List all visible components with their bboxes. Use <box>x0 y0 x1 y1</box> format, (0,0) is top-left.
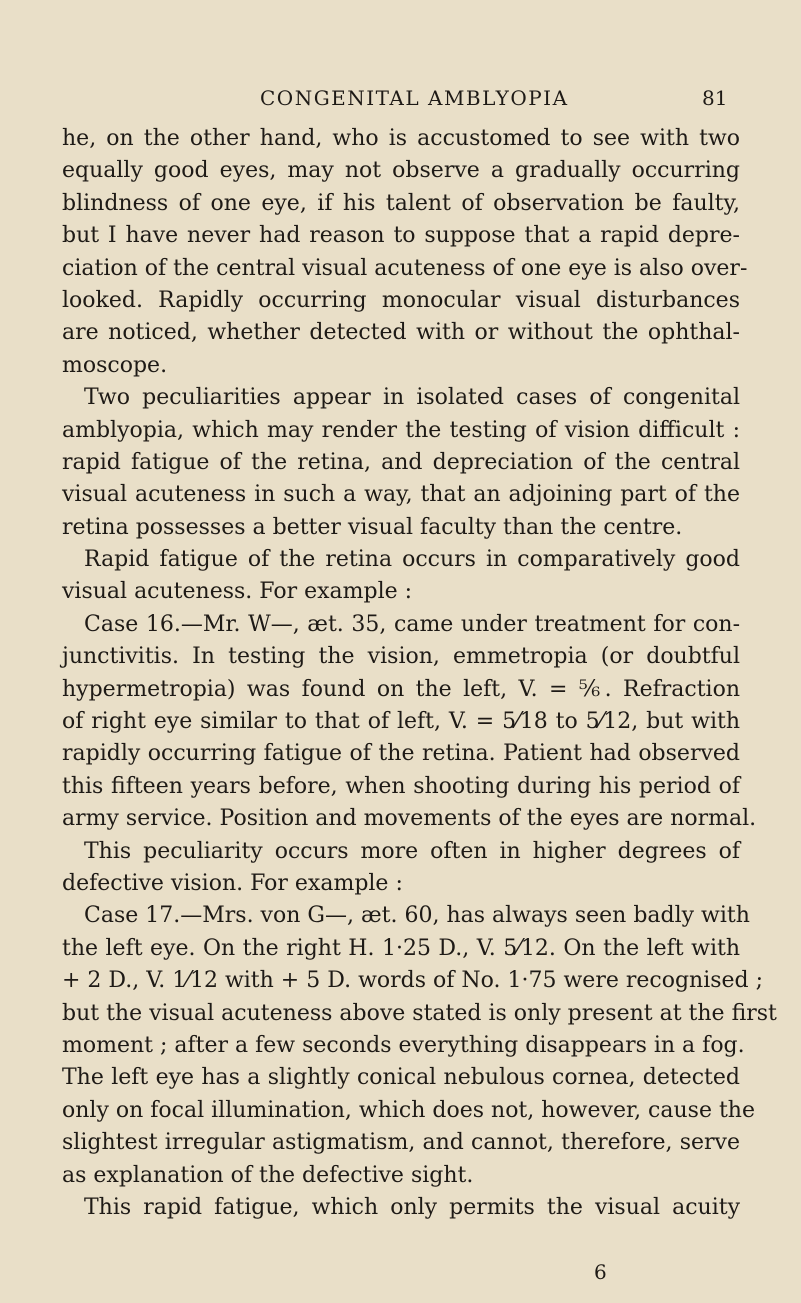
text-line: are noticed, whether detected with or without the ophthal- <box>62 320 740 346</box>
text-line: Case 16.—Mr. W—, æt. 35, came under treatment for con- <box>84 611 740 637</box>
text-line: visual acuteness. For example : <box>62 579 413 605</box>
text-line: he, on the other hand, who is accustomed to see with two <box>62 126 740 151</box>
text-line: Two peculiarities appear in isolated cases of congenital <box>84 385 740 411</box>
text-line: + 2 D., V. 1⁄12 with + 5 D. words of No. 1·75 were recognised ; <box>62 968 764 994</box>
text-line: rapidly occurring fatigue of the retina. Patient had observed <box>62 741 740 767</box>
text-line: equally good eyes, may not observe a gradually occurring <box>62 158 740 184</box>
text-line: hypermetropia) was found on the left, V. = ⅚. Refraction <box>62 676 740 702</box>
text-line: moment ; after a few seconds everything disappears in a fog. <box>62 1032 745 1058</box>
text-line: defective vision. For example : <box>62 870 403 896</box>
text-line: This rapid fatigue, which only permits the visual acuity <box>84 1194 740 1220</box>
text-line: This peculiarity occurs more often in higher degrees of <box>84 838 740 864</box>
signature-mark: 6 <box>594 1260 607 1284</box>
text-line: slightest irregular astigmatism, and cannot, therefore, serve <box>62 1130 740 1156</box>
text-line: The left eye has a slightly conical nebulous cornea, detected <box>62 1065 740 1091</box>
text-line: but the visual acuteness above stated is only present at the first <box>62 1000 777 1026</box>
text-line: blindness of one eye, if his talent of observation be faulty, <box>62 190 740 216</box>
text-line: amblyopia, which may render the testing of vision difficult : <box>62 417 740 443</box>
text-line: rapid fatigue of the retina, and depreciation of the central <box>62 449 740 475</box>
text-line: Case 17.—Mrs. von G—, æt. 60, has always seen badly with <box>84 903 750 929</box>
text-line: moscope. <box>62 352 168 378</box>
running-head <box>0 86 801 116</box>
text-line: as explanation of the defective sight. <box>62 1162 474 1188</box>
text-line: this fifteen years before, when shooting during his period of <box>62 773 740 799</box>
text-line: junctivitis. In testing the vision, emmetropia (or doubtful <box>62 644 740 670</box>
text-line: the left eye. On the right H. 1·25 D., V. 5⁄12. On the left with <box>62 935 740 961</box>
text-line: looked. Rapidly occurring monocular visual disturbances <box>62 287 740 313</box>
body-text <box>62 123 777 1224</box>
text-line: Rapid fatigue of the retina occurs in comparatively good <box>84 547 740 573</box>
text-line: of right eye similar to that of left, V. = 5⁄18 to 5⁄12, but with <box>62 709 740 735</box>
text-line: but I have never had reason to suppose that a rapid depre- <box>62 223 740 249</box>
text-line: ciation of the central visual acuteness of one eye is also over- <box>62 255 748 281</box>
text-line: visual acuteness in such a way, that an adjoining part of the <box>62 482 740 508</box>
text-line: retina possesses a better visual faculty than the centre. <box>62 514 683 540</box>
text-line: army service. Position and movements of the eyes are normal. <box>62 806 757 832</box>
page-number: 81 <box>702 86 728 110</box>
text-line: only on focal illumination, which does not, however, cause the <box>62 1097 755 1123</box>
running-title: CONGENITAL AMBLYOPIA <box>260 86 569 110</box>
